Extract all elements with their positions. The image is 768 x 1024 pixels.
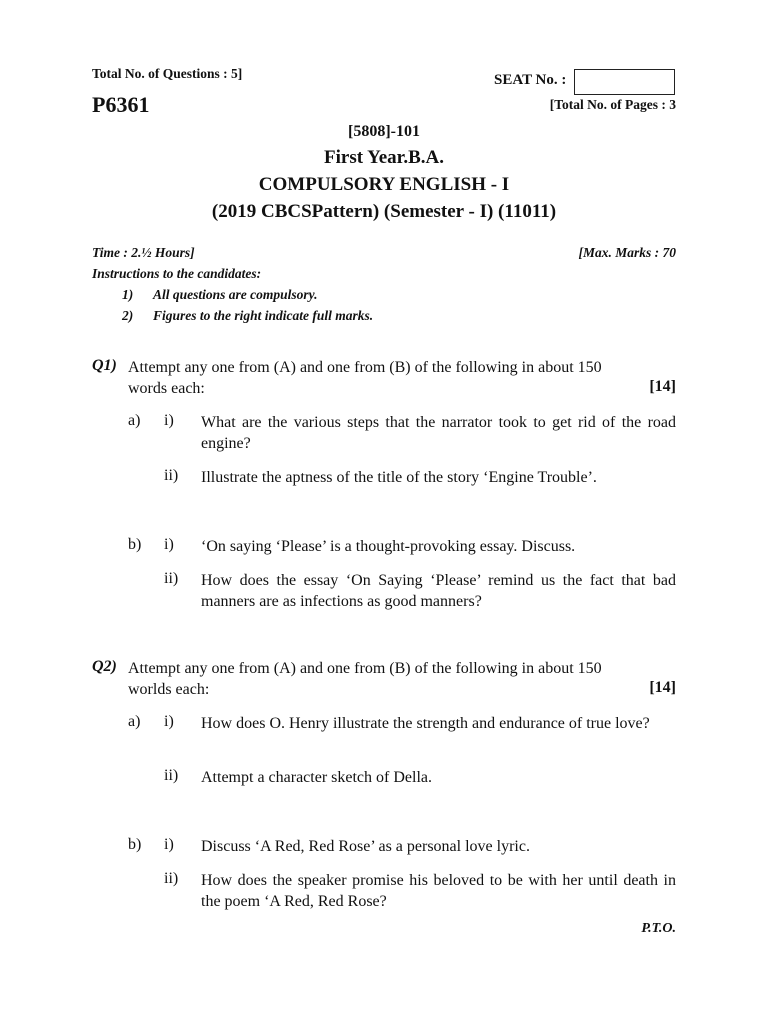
item-text: How does the speaker promise his beloved to be with her until death in the poem ‘A Red, Red Rose? xyxy=(201,872,676,910)
section-label: b) xyxy=(128,536,142,553)
question-number: Q2) xyxy=(92,658,117,675)
question-text-line: worlds each: xyxy=(128,681,210,698)
section-label: a) xyxy=(128,713,141,730)
page-turn-over: P.T.O. xyxy=(641,921,676,936)
item-number: i) xyxy=(164,836,174,853)
seat-number-label: SEAT No. : xyxy=(494,72,567,88)
item-text: How does O. Henry illustrate the strength and endurance of true love? xyxy=(201,715,650,732)
item-text: Discuss ‘A Red, Red Rose’ as a personal love lyric. xyxy=(201,838,530,855)
subject-title: COMPULSORY ENGLISH - I xyxy=(258,174,510,195)
instruction-number: 2) xyxy=(122,308,134,323)
item-number: ii) xyxy=(164,467,179,484)
course-title: First Year.B.A. xyxy=(324,147,444,168)
section-label: b) xyxy=(128,836,142,853)
item-text: ‘On saying ‘Please’ is a thought-provoking essay. Discuss. xyxy=(201,538,576,555)
paper-code: P6361 xyxy=(92,92,150,117)
total-questions: Total No. of Questions : 5] xyxy=(92,66,243,81)
instruction-text: Figures to the right indicate full marks. xyxy=(153,308,374,323)
item-text: Attempt a character sketch of Della. xyxy=(201,769,432,786)
question-text-line: words each: xyxy=(128,380,205,397)
item-text: Illustrate the aptness of the title of the story ‘Engine Trouble’. xyxy=(201,469,597,486)
section-label: a) xyxy=(128,412,141,429)
item-text: What are the various steps that the narrator took to get rid of the road engine? xyxy=(201,414,676,452)
question-marks: [14] xyxy=(649,378,676,395)
max-marks: [Max. Marks : 70 xyxy=(578,245,676,260)
instruction-text: All questions are compulsory. xyxy=(153,287,318,302)
question-text-line: Attempt any one from (A) and one from (B) of the following in about 150 xyxy=(128,660,602,677)
question-text-line: Attempt any one from (A) and one from (B) of the following in about 150 xyxy=(128,359,602,376)
instruction-number: 1) xyxy=(122,287,134,302)
pattern-title: (2019 CBCSPattern) (Semester - I) (11011) xyxy=(211,201,557,222)
question-marks: [14] xyxy=(649,679,676,696)
item-text: How does the essay ‘On Saying ‘Please’ remind us the fact that bad manners are as infections as good manners? xyxy=(201,572,676,610)
item-number: i) xyxy=(164,412,174,429)
total-pages: [Total No. of Pages : 3 xyxy=(549,97,676,112)
seat-number-box xyxy=(574,69,675,95)
item-number: ii) xyxy=(164,767,179,784)
question-number: Q1) xyxy=(92,357,117,374)
exam-code: [5808]-101 xyxy=(348,123,420,140)
item-number: i) xyxy=(164,536,174,553)
item-number: ii) xyxy=(164,570,179,587)
item-number: ii) xyxy=(164,870,179,887)
item-number: i) xyxy=(164,713,174,730)
exam-time: Time : 2.½ Hours] xyxy=(92,245,195,260)
instructions-heading: Instructions to the candidates: xyxy=(92,266,262,281)
